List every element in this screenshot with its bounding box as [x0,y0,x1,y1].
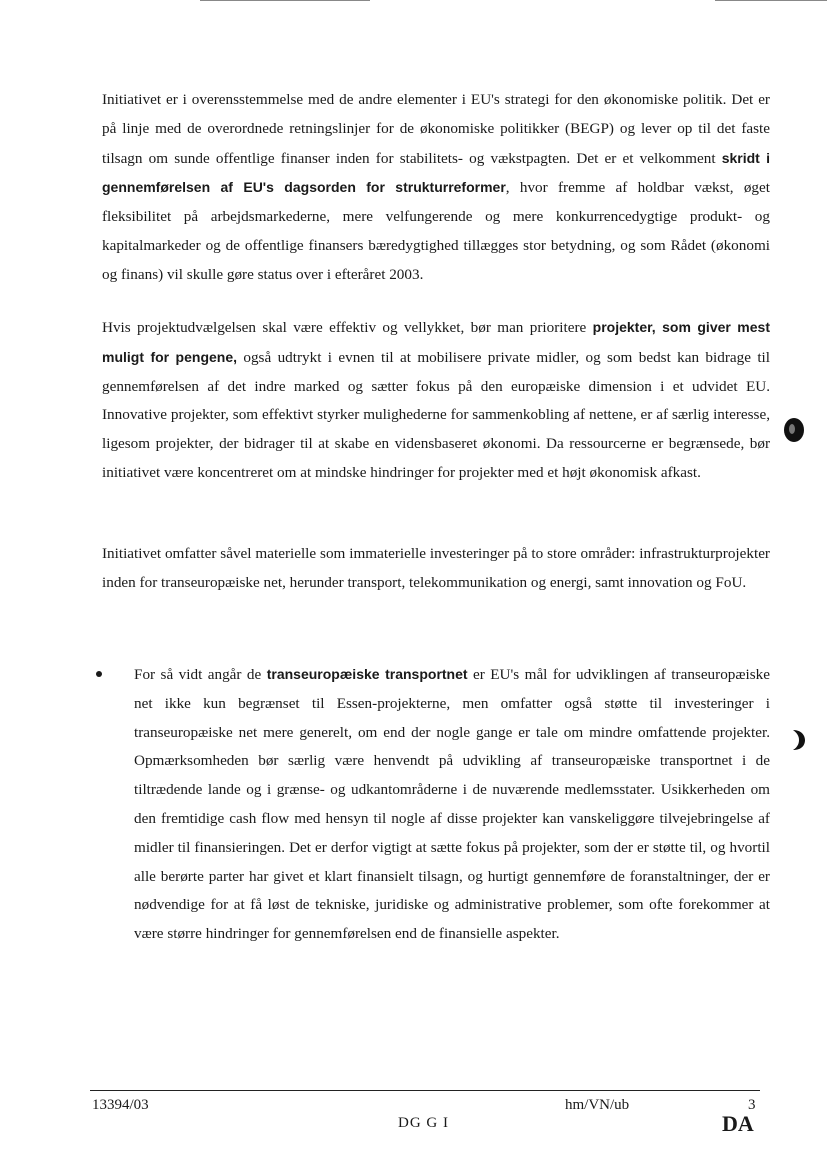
paragraph-text: Hvis projektudvælgelsen skal være effektiv og vellykket, bør man prioritere [102,319,593,336]
punch-hole-mark [784,418,804,442]
bullet-icon [96,671,102,677]
bullet-text [134,660,770,949]
paragraph-bold-text: projekter, som giver mest muligt for pengene, [102,319,770,365]
paragraph-bold-text: skridt i gennemførelsen af EU's dagsorden for strukturreformer [102,149,771,196]
bullet-text-part: For så vidt angår de [134,666,267,683]
bullet-item-transport [96,660,770,949]
paragraph-text: Initiativet er i overensstemmelse med de andre elementer i EU's strategi for den økonomiske politik. Det er på linje med de overordnede retningslinjer for de økonomiske politikker (BEGP) og lever op til det faste tilsagn om sunde offentlige finanser inden for stabilitets- og vækstpagten. Det er et velkomment [102,91,770,167]
footer-rule [90,1090,760,1091]
paragraph-strategy [102,86,770,290]
punch-hole-mark [790,728,806,752]
paragraph-scope [102,540,770,598]
paragraph-text: Initiativet omfatter såvel materielle som immaterielle investeringer på to store områder: infrastrukturprojekter inden for transeuropæiske net, herunder transport, telekommunikation og energi, samt innovation og FoU. [102,545,770,591]
paragraph-project-selection [102,313,770,488]
footer-page-number: 3 [748,1097,756,1113]
footer-document-number: 13394/03 [92,1097,149,1113]
footer-initials: hm/VN/ub [565,1097,630,1113]
paragraph-text: , hvor fremme af holdbar vækst, øget fleksibilitet på arbejdsmarkederne, mere velfungerende og mere konkurrencedygtige produkt- og kapitalmarkeder og de offentlige finansers bæredygtighed tillægges stor betydning, og som Rådet (økonomi og finans) vil skulle gøre status over i efteråret 2003. [102,179,770,283]
scan-edge-line [200,0,370,1]
paragraph-text: også udtrykt i evnen til at mobilisere private midler, og som bedst kan bidrage til gennemførelsen af det indre marked og sætter fokus på den europæiske dimension i et udvidet EU. Innovative projekter, som effektivt styrker mulighederne for sammenkobling af nettene, er af særlig interesse, ligesom projekter, der bidrager til at skabe en vidensbaseret økonomi. Da ressourcerne er begrænsede, bør initiativet være koncentreret om at mindske hindringer for projekter med et højt økonomisk afkast. [102,348,770,481]
footer-directorate: DG G I [398,1115,449,1131]
footer-language-code: DA [722,1111,754,1136]
bullet-text-part: er EU's mål for udviklingen af transeuropæiske net ikke kun begrænset til Essen-projekterne, men omfatter også støtte til investeringer i transeuropæiske net mere generelt, om end der nogle gange er tale om mindre omfattende projekter. Opmærksomheden bør særlig være henvendt på udvikling af transeuropæiske transportnet i de tiltrædende lande og i grænse- og udkantområderne i de nuværende medlemsstater. Usikkerheden om den fremtidige cash flow med hensyn til nogle af disse projekter kan vanskeliggøre tilvejebringelse af midler til finansieringen. Det er derfor vigtigt at sætte fokus på projekter, som der er støtte til, og hvortil alle berørte parter har givet et klart finansielt tilsagn, og hurtigt gennemføre de foranstaltninger, der er nødvendige for at få løst de tekniske, juridiske og administrative problemer, som ofte forekommer at være større hindringer for gennemførelsen end de finansielle aspekter. [134,666,770,943]
bullet-bold-text: transeuropæiske transportnet [266,666,468,682]
scan-edge-line [715,0,827,1]
